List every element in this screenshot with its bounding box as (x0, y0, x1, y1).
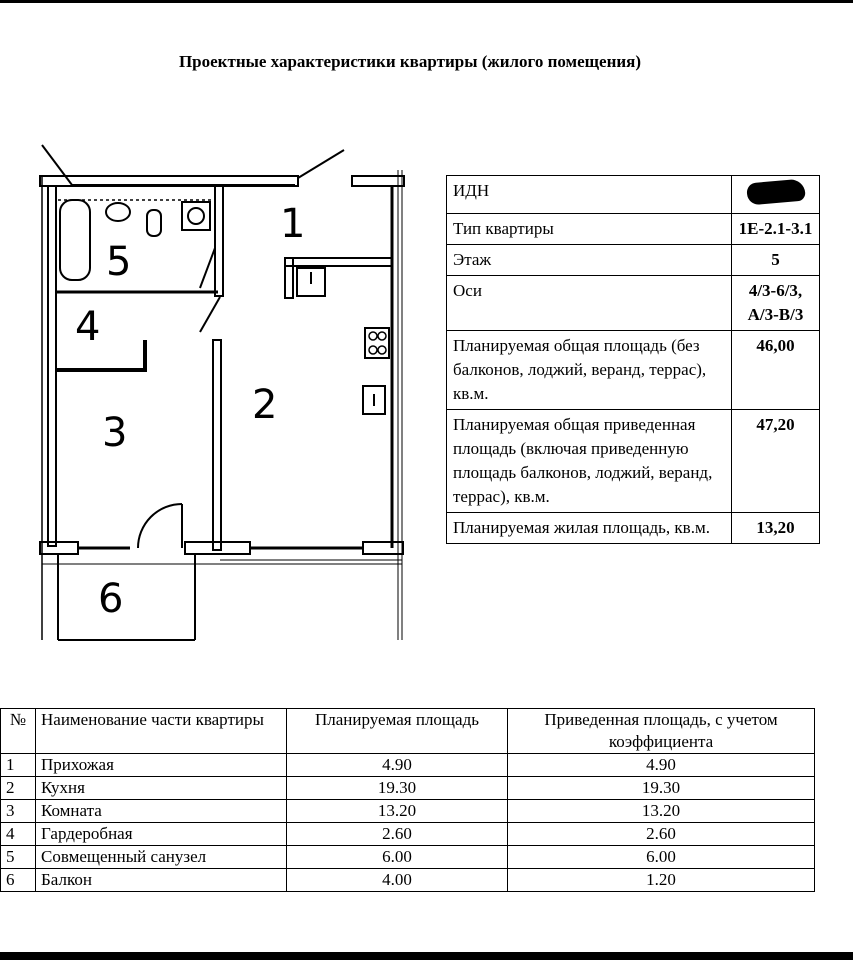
room-reduced-area: 6.00 (508, 846, 815, 869)
room-name: Прихожая (36, 754, 287, 777)
room-reduced-area: 1.20 (508, 869, 815, 892)
room-reduced-area: 4.90 (508, 754, 815, 777)
room-area: 4.90 (287, 754, 508, 777)
spec-row-idn (447, 176, 820, 214)
top-edge-bar (0, 0, 853, 3)
room-number: 4 (1, 823, 36, 846)
table-row (1, 777, 815, 800)
apartment-specs-table (446, 175, 820, 544)
spec-label: ИДН (447, 176, 732, 214)
room-label-6: 6 (98, 576, 124, 622)
room-area: 19.30 (287, 777, 508, 800)
room-area: 4.00 (287, 869, 508, 892)
spec-row-axes (447, 276, 820, 331)
room-label-4: 4 (75, 304, 101, 350)
spec-label: Планируемая общая площадь (без балконов, лоджий, веранд, террас), кв.м. (447, 331, 732, 410)
page-title: Проектные характеристики квартиры (жилого помещения) (178, 52, 642, 71)
spec-value: 5 (732, 245, 820, 276)
room-name: Кухня (36, 777, 287, 800)
room-name: Совмещенный санузел (36, 846, 287, 869)
spec-label: Этаж (447, 245, 732, 276)
room-name: Комната (36, 800, 287, 823)
spec-value: 13,20 (732, 513, 820, 544)
room-area: 13.20 (287, 800, 508, 823)
room-area: 6.00 (287, 846, 508, 869)
room-label-5: 5 (106, 239, 132, 285)
bottom-edge-bar (0, 952, 853, 960)
spec-label: Планируемая жилая площадь, кв.м. (447, 513, 732, 544)
room-name: Гардеробная (36, 823, 287, 846)
room-name: Балкон (36, 869, 287, 892)
header-number: № (1, 709, 36, 754)
spec-label: Тип квартиры (447, 214, 732, 245)
header-reduced-area: Приведенная площадь, с учетом коэффициента (508, 709, 815, 754)
spec-value: 4/3-6/3, А/3-В/3 (732, 276, 820, 331)
room-number: 5 (1, 846, 36, 869)
floor-plan (30, 140, 415, 645)
room-number: 6 (1, 869, 36, 892)
spec-value-redacted (732, 176, 820, 214)
header-area: Планируемая площадь (287, 709, 508, 754)
spec-row-living-area (447, 513, 820, 544)
room-number: 2 (1, 777, 36, 800)
room-number: 1 (1, 754, 36, 777)
room-reduced-area: 2.60 (508, 823, 815, 846)
spec-row-reduced-area (447, 410, 820, 513)
spec-label: Оси (447, 276, 732, 331)
table-row (1, 869, 815, 892)
room-label-3: 3 (102, 410, 128, 456)
spec-value: 46,00 (732, 331, 820, 410)
spec-value: 1Е-2.1-3.1 (732, 214, 820, 245)
spec-label: Планируемая общая приведенная площадь (включая приведенную площадь балконов, лоджий, веранд, террас), кв.м. (447, 410, 732, 513)
table-row (1, 846, 815, 869)
room-number: 3 (1, 800, 36, 823)
room-reduced-area: 13.20 (508, 800, 815, 823)
spec-row-total-area (447, 331, 820, 410)
table-row (1, 754, 815, 777)
header-name: Наименование части квартиры (36, 709, 287, 754)
spec-row-type (447, 214, 820, 245)
room-reduced-area: 19.30 (508, 777, 815, 800)
spec-value: 47,20 (732, 410, 820, 513)
room-label-1: 1 (280, 201, 306, 247)
room-label-2: 2 (252, 382, 278, 428)
rooms-table (0, 708, 815, 892)
room-area: 2.60 (287, 823, 508, 846)
table-row (1, 823, 815, 846)
table-row (1, 800, 815, 823)
rooms-table-header (1, 709, 815, 754)
redaction-mark (746, 179, 806, 206)
spec-row-floor (447, 245, 820, 276)
